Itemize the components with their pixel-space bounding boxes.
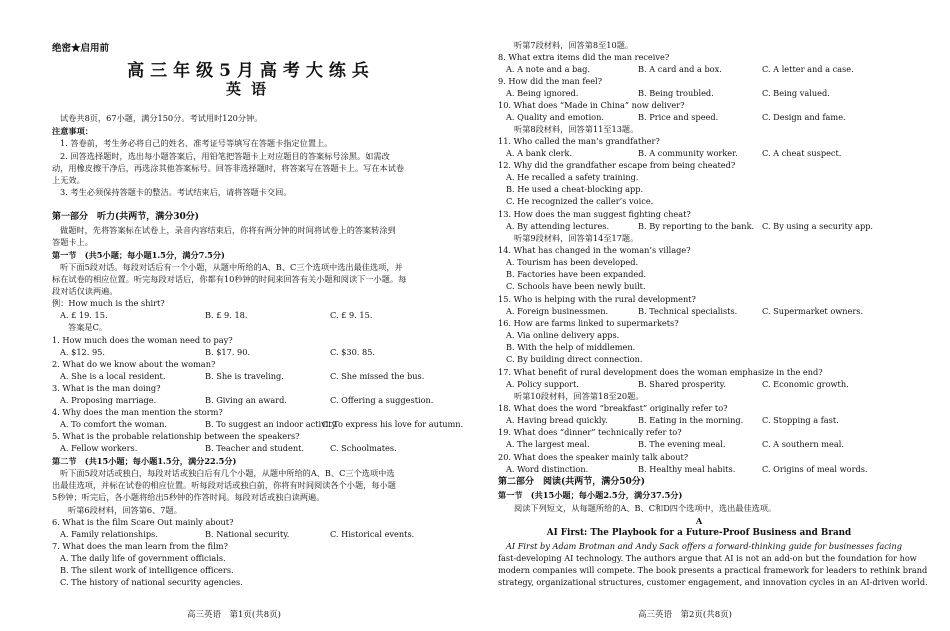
option[interactable]: C. By building direct connection. <box>506 354 643 364</box>
passage-letter: A <box>695 516 703 526</box>
option[interactable]: A. A bank clerk. <box>506 148 573 158</box>
option[interactable]: A. Via online delivery apps. <box>506 330 620 340</box>
option[interactable]: C. A cheat suspect. <box>762 148 842 158</box>
option[interactable]: A. Proposing marriage. <box>60 395 157 405</box>
option[interactable]: A. He recalled a safety training. <box>506 172 639 182</box>
option[interactable]: C. She missed the bus. <box>330 371 425 381</box>
part2-section1-heading: 第一节 (共15小题；每小题2.5分，满分37.5分) <box>498 490 683 500</box>
option[interactable]: B. She is traveling. <box>205 371 284 381</box>
option[interactable]: B. By reporting to the bank. <box>638 221 755 231</box>
passage-line: strategy, organizational structures, customer engagement, and innovation cycles in an AI-driven world. <box>498 577 928 587</box>
option[interactable]: A. Policy support. <box>506 379 579 389</box>
option[interactable]: B. Eating in the morning. <box>638 415 744 425</box>
question: 15. Who is helping with the rural development? <box>498 294 696 304</box>
option[interactable]: C. Economic growth. <box>762 379 849 389</box>
option[interactable]: B. $17. 90. <box>205 347 251 357</box>
option[interactable]: C. Stopping a fast. <box>762 415 839 425</box>
question: 11. Who called the man’s grandfather? <box>498 136 660 146</box>
option[interactable]: C. Origins of meal words. <box>762 464 868 474</box>
option[interactable]: A. $12. 95. <box>60 347 105 357</box>
notice-line: 2. 回答选择题时，选出每小题答案后，用铅笔把答题卡上对应题目的答案标号涂黑。如需改 <box>60 151 390 161</box>
question: 6. What is the film Scare Out mainly about? <box>52 517 234 527</box>
passage-line: AI First by Adam Brotman and Andy Sack offers a forward-thinking guide for businesses facing <box>506 541 902 551</box>
option[interactable]: B. Teacher and student. <box>205 443 305 453</box>
option[interactable]: B. The silent work of intelligence officers. <box>60 565 234 575</box>
option[interactable]: A. Being ignored. <box>506 88 579 98</box>
option[interactable]: C. He recognized the caller’s voice. <box>506 196 654 206</box>
subject-title: 英语 <box>225 80 276 98</box>
listen-instruction: 听第9段材料，回答第14至17题。 <box>514 233 639 243</box>
section2-desc: 5秒钟；听完后，各小题将给出5秒钟的作答时间。每段对话或独白读两遍。 <box>52 492 325 502</box>
exam-title: 高三年级5月高考大练兵 <box>127 61 375 81</box>
passage-title: AI First: The Playbook for a Future-Proof Business and Brand <box>546 528 852 538</box>
option[interactable]: C. Design and fame. <box>762 112 846 122</box>
option[interactable]: C. Supermarket owners. <box>762 306 864 316</box>
option[interactable]: B. Healthy meal habits. <box>638 464 736 474</box>
question: 12. Why did the grandfather escape from being cheated? <box>498 160 736 170</box>
question: 1. How much does the woman need to pay? <box>52 335 233 345</box>
question: 18. What does the word “breakfast” originally refer to? <box>498 403 728 413</box>
question: 5. What is the probable relationship between the speakers? <box>52 431 300 441</box>
notice-line: 3. 考生必须保持答题卡的整洁。考试结束后，请将答题卡交回。 <box>60 187 292 197</box>
option[interactable]: C. A southern meal. <box>762 439 845 449</box>
section1-desc: 标在试卷的相应位置。听完每段对话后，你都有10秒钟的时间来回答有关小题和阅读下一小题。每 <box>52 274 407 284</box>
option[interactable]: A. Having bread quickly. <box>506 415 608 425</box>
part2-heading: 第二部分 阅读(共两节，满分50分) <box>498 477 646 487</box>
option[interactable]: C. $30. 85. <box>330 347 376 357</box>
question: 20. What does the speaker mainly talk about? <box>498 452 689 462</box>
question: 14. What has changed in the woman’s village? <box>498 245 691 255</box>
question: 19. What does “dinner” technically refer to? <box>498 427 682 437</box>
question: 13. How does the man suggest fighting cheat? <box>498 209 691 219</box>
option[interactable]: A. The largest meal. <box>506 439 590 449</box>
question: 16. How are farms linked to supermarkets? <box>498 318 679 328</box>
option[interactable]: B. National security. <box>205 529 290 539</box>
right-column <box>498 0 928 631</box>
option[interactable]: C. £ 9. 15. <box>330 310 373 320</box>
listen-instruction: 听第10段材料，回答第18至20题。 <box>514 391 644 401</box>
question: 10. What does “Made in China” now deliver? <box>498 100 685 110</box>
passage-line: modern companies will compete. The book presents a practical framework for leaders to rethink brand <box>498 565 928 575</box>
confidential-label: 绝密★启用前 <box>52 43 110 54</box>
left-column <box>52 0 464 631</box>
option[interactable]: A. Fellow workers. <box>60 443 138 453</box>
section1-desc: 听下面5段对话。每段对话后有一个小题，从题中所给的A、B、C三个选项中选出最佳选项，并 <box>60 262 403 272</box>
part1-desc: 做题时，先将答案标在试卷上，录音内容结束后，你将有两分钟的时间将试卷上的答案转涂到 <box>60 225 396 235</box>
option[interactable]: B. Price and speed. <box>638 112 719 122</box>
option[interactable]: B. Technical specialists. <box>638 306 738 316</box>
option[interactable]: C. Schools have been newly built. <box>506 281 646 291</box>
option[interactable]: C. Offering a suggestion. <box>330 395 434 405</box>
question: 17. What benefit of rural development does the woman emphasize in the end? <box>498 367 823 377</box>
option[interactable]: B. A community worker. <box>638 148 738 158</box>
option[interactable]: C. By using a security app. <box>762 221 874 231</box>
section2-heading: 第二节 (共15小题；每小题1.5分，满分22.5分) <box>52 456 237 466</box>
part1-heading: 第一部分 听力(共两节，满分30分) <box>52 212 200 222</box>
question: 9. How did the man feel? <box>498 76 603 86</box>
option[interactable]: B. A card and a box. <box>638 64 722 74</box>
option[interactable]: B. Giving an award. <box>205 395 288 405</box>
option[interactable]: B. £ 9. 18. <box>205 310 248 320</box>
option[interactable]: C. To express his love for autumn. <box>322 419 464 429</box>
question: 4. Why does the man mention the storm? <box>52 407 223 417</box>
passage-line: fast-developing AI technology. The authors argue that AI is not an add-on but the foundation for how <box>498 553 917 563</box>
option[interactable]: B. To suggest an indoor activity. <box>205 419 338 429</box>
option[interactable]: A. Tourism has been developed. <box>506 257 639 267</box>
option[interactable]: B. With the help of middlemen. <box>506 342 636 352</box>
question: 8. What extra items did the man receive? <box>498 52 670 62</box>
option[interactable]: C. A letter and a case. <box>762 64 854 74</box>
option[interactable]: A. Foreign businessmen. <box>506 306 609 316</box>
option[interactable]: A. Family relationships. <box>60 529 158 539</box>
option[interactable]: C. The history of national security agencies. <box>60 577 243 587</box>
notice-heading: 注意事项： <box>52 126 93 136</box>
example-answer: 答案是C。 <box>68 322 108 332</box>
option[interactable]: A. Word distinction. <box>506 464 589 474</box>
example-question: 例：How much is the shirt? <box>52 298 165 308</box>
page-footer: 高三英语 第2页(共8页) <box>638 610 732 620</box>
section2-desc: 听下面5段对话或独白，每段对话或独白后有几个小题，从题中所给的A、B、C三个选项中选 <box>60 468 395 478</box>
option[interactable]: C. Being valued. <box>762 88 830 98</box>
option[interactable]: B. Factories have been expanded. <box>506 269 647 279</box>
option[interactable]: B. Shared prosperity. <box>638 379 726 389</box>
section2-desc: 出最佳选项，并标在试卷的相应位置。听每段对话或独白前，你将有时间阅读各个小题，每小题 <box>52 480 396 490</box>
option[interactable]: A. Quality and emotion. <box>506 112 604 122</box>
exam-intro: 试卷共8页，67小题，满分150分。考试用时120分钟。 <box>60 113 263 123</box>
option[interactable]: A. The daily life of government officials. <box>60 553 226 563</box>
page-footer: 高三英语 第1页(共8页) <box>187 610 281 620</box>
option[interactable]: B. The evening meal. <box>638 439 726 449</box>
option[interactable]: A. To comfort the woman. <box>60 419 167 429</box>
listen-instruction: 听第7段材料，回答第8至10题。 <box>514 40 634 50</box>
notice-line: 上无效。 <box>52 175 85 185</box>
part1-desc: 答题卡上。 <box>52 237 93 247</box>
listen-instruction: 听第6段材料，回答第6、7题。 <box>68 505 182 515</box>
option[interactable]: A. A note and a bag. <box>506 64 591 74</box>
listen-instruction: 听第8段材料，回答第11至13题。 <box>514 124 639 134</box>
notice-line: 1. 答卷前，考生务必将自己的姓名、准考证号等填写在答题卡指定位置上。 <box>60 138 333 148</box>
option[interactable]: A. By attending lectures. <box>506 221 610 231</box>
question: 3. What is the man doing? <box>52 383 161 393</box>
part2-desc: 阅读下列短文，从每题所给的A、B、C和D四个选项中，选出最佳选项。 <box>514 503 777 513</box>
option[interactable]: B. He used a cheat-blocking app. <box>506 184 644 194</box>
option[interactable]: C. Historical events. <box>330 529 415 539</box>
notice-line: 动，用橡皮擦干净后，再选涂其他答案标号。回答非选择题时，将答案写在答题卡上。写在本试卷 <box>52 163 405 173</box>
question: 7. What does the man learn from the film? <box>52 541 228 551</box>
question: 2. What do we know about the woman? <box>52 359 216 369</box>
option[interactable]: A. £ 19. 15. <box>60 310 108 320</box>
section1-desc: 段对话仅读两遍。 <box>52 286 118 296</box>
option[interactable]: A. She is a local resident. <box>60 371 166 381</box>
section1-heading: 第一节 (共5小题；每小题1.5分，满分7.5分) <box>52 250 225 260</box>
option[interactable]: B. Being troubled. <box>638 88 714 98</box>
option[interactable]: C. Schoolmates. <box>330 443 397 453</box>
